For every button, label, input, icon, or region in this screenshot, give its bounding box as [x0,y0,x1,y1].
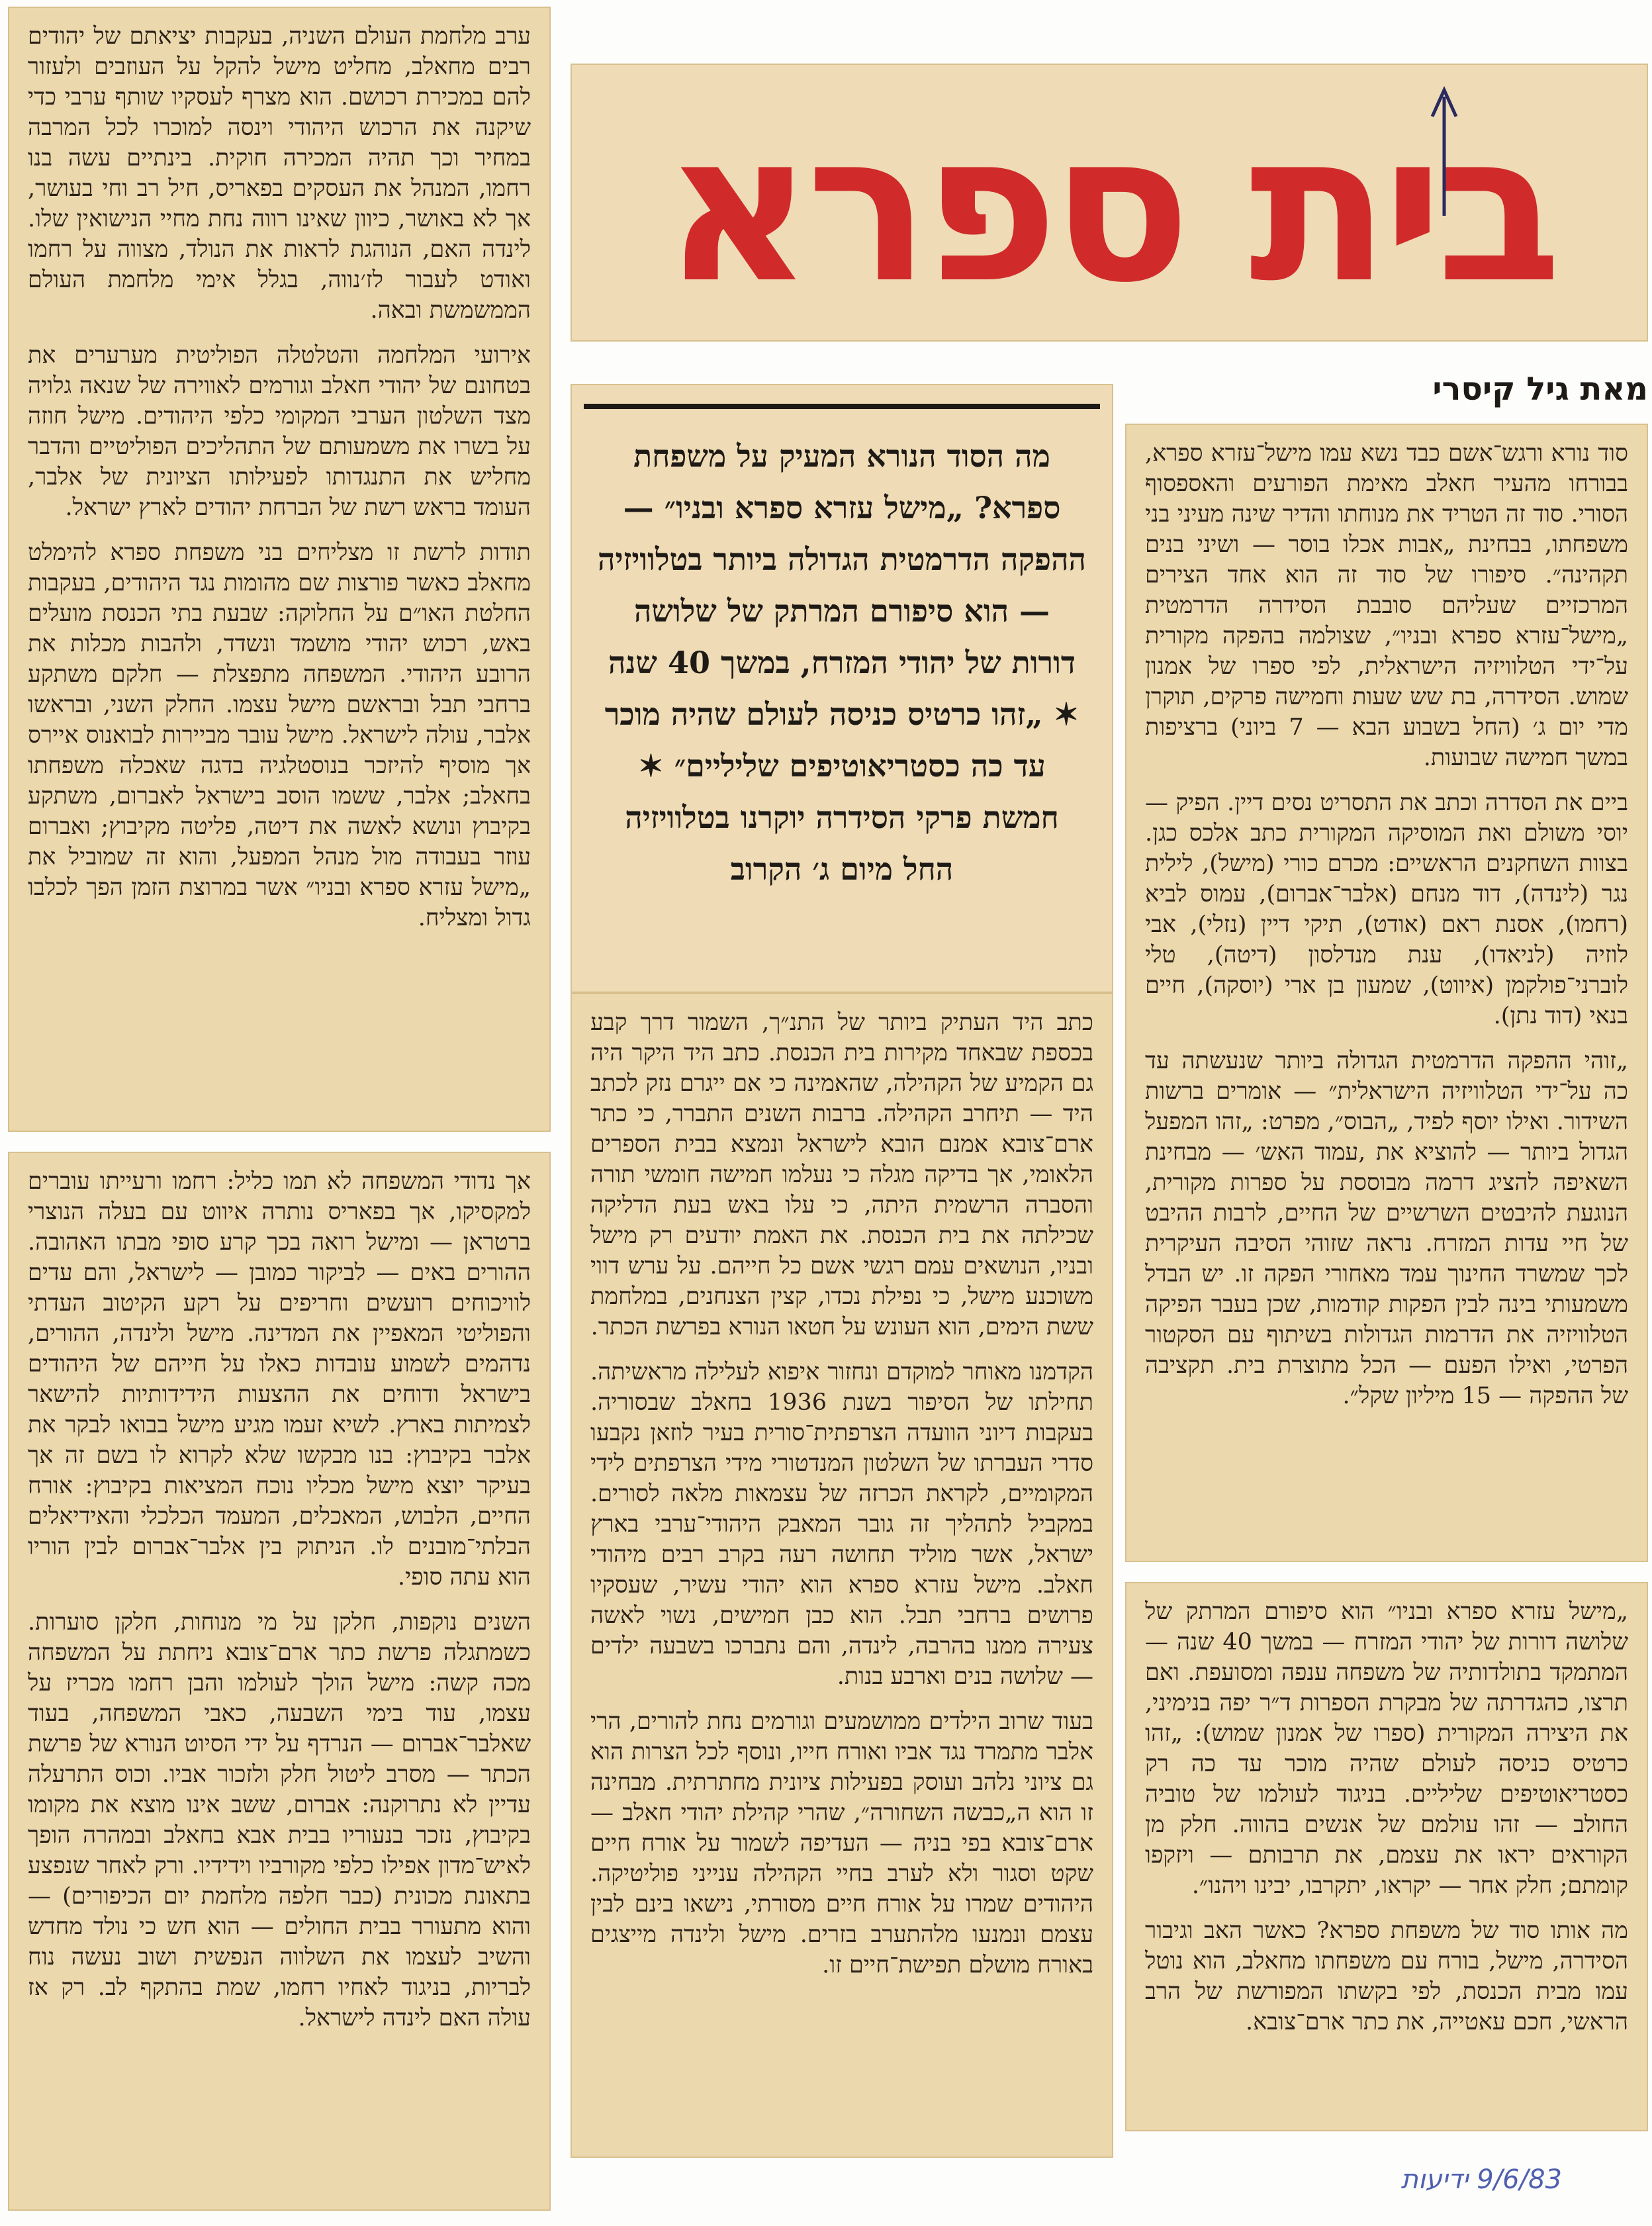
paragraph: מה אותו סוד של משפחת ספרא? כאשר האב וגיבור הסידרה, מישל, בורח עם משפחתו מחאלב, הוא נוטל עמו מבית הכנסת, לפי בקשתו המפורשת של הרב הראשי, חכם עאטייה, את כתר ארם־צובא. [1145,1918,1628,2035]
column-right-top [1125,424,1648,1562]
paragraph: „מישל עזרא ספרא ובניו״ הוא סיפורם המרתק של שלושה דורות של יהודי המזרח — במשך 40 שנה — המתמקד בתולדותיה של משפחה ענפה ומסועפת. ואם תרצו, כהגדרתה של מבקרת הספרות ד״ר יפה בנימיני, את היצירה המקורית (ספרו של אמנון שמוש): „זהו כרטיס כניסה לעולם שהיה מוכר עד כה רק כסטריאוטיפים שליליים. בניגוד לעולמו של טוביה החולב — זהו עולמם של אנשים בהווה. חלק מן הקוראים יראו את עצמם, את תרבותם — ויזקפו קומתם; חלק אחר — יקראו, יתקרבו, יבינו ויהנו״. [1145,1599,1628,1899]
paragraph: בעוד שרוב הילדים ממושמעים וגורמים נחת להורים, הרי אלבר מתמרד נגד אביו ואורח חייו, ונוסף לכל הצרות הוא גם ציוני נלהב ועוסק בפעילות ציונית מחתרתית. מבחינה זו הוא ה„כבשה השחורה״, שהרי קהילת יהודי חאלב — ארם־צובא בפי בניה — העדיפה לשמור על אורח חיים שקט וסגור ולא לערב בחיי הקהילה ענייני פוליטיקה. היהודים שמרו על אורח חיים מסורתי, נישאו בינם לבין עצמם ונמנעו מלהתערב בזרים. מישל ולינדה מייצגים באורח מושלם תפישת־חיים זו. [590,1708,1093,1978]
column-left-top [8,7,551,1132]
paragraph: „זוהי ההפקה הדרמטית הגדולה ביותר שנעשתה עד כה על־ידי הטלוויזיה הישראלית״ — אומרים ברשות השידור. ואילו יוסף לפיד, „הבוס״, מפרט: „זהו המפעל הגדול ביותר — להוציא את ,עמוד האש׳ — מבחינת השאיפה להציג דרמה מבוססת על ספרות מקורית, הנוגעת להיבטים השרשיים של החיים, לרבות ההיבט של חיי עדות המזרח. נראה שזוהי הסיבה העיקרית לכך שמשרד החינוך עמד מאחורי הפקה זו. יש הבדל משמעותי בינה לבין הפקות קודמות, שכן בעבר הפיקה הטלוויזיה את הדרמות הגדולות בשיתוף עם הסקטור הפרטי, ואילו הפעם — הכל מתוצרת בית. תקציבה של ההפקה — 15 מיליון שקל״. [1145,1048,1628,1409]
paragraph: סוד נורא ורגש־אשם כבד נשא עמו מישל־עזרא ספרא, בבורחו מהעיר חאלב מאימת הפורעים והאספסוף הסורי. סוד זה הטריד את מנוחתו והדיר שינה מעיני בני משפחתו, בבחינת „אבות אכלו בוסר — ושיני בנים תקהינה״. סיפורו של סוד זה הוא אחד הצירים המרכזיים שעליהם סובבת הסידרה הדרמטית „מישל־עזרא ספרא ובניו״, שצולמה בהפקה מקורית על־ידי הטלוויזיה הישראלית, לפי ספרו של אמנון שמוש. הסידרה, בת שש שעות וחמישה פרקים, תוקרן מדי יום ג׳ (החל בשבוע הבא — 7 ביוני) ברציפות במשך חמישה שבועות. [1145,440,1628,771]
paragraph: אך נדודי המשפחה לא תמו כליל: רחמו ורעייתו עוברים למקסיקו, אך בפאריס נותרה איווט עם בעלה הנוצרי ברטראן — ומישל רואה בכך קרע סופי מבתו האהובה. ההורים באים — לביקור כמובן — לישראל, והם עדים לוויכוחים רועשים וחריפים על רקע הקיטוב העדתי והפוליטי המאפיין את המדינה. מישל ולינדה, ההורים, נדהמים לשמוע עובדות כאלו על חייהם של היהודים בישראל ודוחים את ההצעות הידידותיות להישאר לצמיתות בארץ. לשיא זעמו מגיע מישל בבואו לבקר את אלבר בקיבוץ: בנו מבקשו שלא לקרוא לו בשם זה אך בעיקר יוצא מישל מכליו נוכח המציאות בקיבוץ: אורח החיים, הלבוש, המאכלים, המעמד הכלכלי והאידיאלים הבלתי־מובנים לו. הניתוק בין אלבר־אברום לבין הוריו הוא עתה סופי. [28,1168,531,1591]
article-title: בית ספרא [663,89,1555,328]
paragraph: תודות לרשת זו מצליחים בני משפחת ספרא להימלט מחאלב כאשר פורצות שם מהומות נגד היהודים, בעקבות החלטת האו״ם על החלוקה: שבעת בתי הכנסת מועלים באש, רכוש יהודי מושמד ונשדד, ולהבות מכלות את הרובע היהודי. המשפחה מתפצלת — חלקם משתקע ברחבי תבל ובראשם מישל עצמו. החלק השני, ובראשו אלבר, עולה לישראל. מישל עובר מביירות לבואנוס איירס אך מוסיף להיזכר בנוסטלגיה בדגה שאכלה משפחתו בחאלב; אלבר, ששמו הוסב בישראל לאברום, משתקע בקיבוץ ונושא לאשה את דיטה, פליטה מקיבוץ; ואברום עוזר בעבודה מול מנהל המפעל, והוא זה שמוביל את „מישל עזרא ספרא ובניו״ אשר במרוצת הזמן הפך לכלבו גדול ומצליח. [28,539,531,931]
column-middle [571,993,1113,2158]
paragraph: השנים נוקפות, חלקן על מי מנוחות, חלקן סוערות. כשמתגלה פרשת כתר ארם־צובא ניחתת על המשפחה מכה קשה: מישל הולך לעולמו והבן רחמו מכריז על עצמו, עוד בימי השבעה, כאבי המשפחה, בעוד שאלבר־אברום — הנרדף על ידי הסיוט הנורא של פרשת הכתר — מסרב ליטול חלק ולזכור אביו. וכוס התרעלה עדיין לא נתרוקנה: אברום, ששב אינו מוצא את מקומו בקיבוץ, נזכר בנעוריו בבית אבא בחאלב ובמהרה הופך לאיש־מדון אפילו כלפי מקורביו וידידיו. ורק לאחר שנפצע בתאונת מכונית (כבר חלפה מלחמת יום הכיפורים) — והוא מתעורר בבית החולים — הוא חש כי נולד מחדש והשיב לעצמו את השלווה הנפשית ושוב נעשה נוח לבריות, בניגוד לאחיו רחמו, שמת בהתקף לב. רק אז עולה האם לינדה לישראל. [28,1609,531,2031]
intro-text: מה הסוד הנורא המעיק על משפחת ספרא? „מישל עזרא ספרא ובניו״ — ההפקה הדרמטית הגדולה ביותר בטלוויזיה — הוא סיפורם המרתק של שלושה דורות של יהודי המזרח, במשך 40 שנה ✶ „זהו כרטיס כניסה לעולם שהיה מוכר עד כה כסטריאוטיפים שליליים״ ✶ חמשת פרקי הסידרה יוקרנו בטלוויזיה החל מיום ג׳ הקרוב [598,438,1086,887]
masthead-clipping [571,64,1648,342]
intro-box [571,384,1113,993]
paragraph: כתב היד העתיק ביותר של התנ״ך, השמור דרך קבע בכספת שבאחד מקירות בית הכנסת. כתב היד היקר היה גם הקמיע של הקהילה, שהאמינה כי אם ייגרם נזק לכתב היד — תיחרב הקהילה. ברבות השנים התברר, כי כתר ארם־צובא אמנם הובא לישראל ונמצא בבית הספרים הלאומי, אך בדיקה מגלה כי נעלמו חמישה חומשי תורה והסברה הרשמית היתה, כי עלו באש בעת הדליקה שכילתה את בית הכנסת. את האמת יודעים רק מישל ובניו, הנושאים עמם רגשי אשם כל חייהם. על ערש דווי משוכנע מישל, כי נפילת נכדו, קצין הצנחנים, במלחמת ששת הימים, הוא העונש על חטאו הנורא בפרשת הכתר. [590,1009,1093,1340]
paragraph: ביים את הסדרה וכתב את התסריט נסים דיין. הפיק — יוסי משולם ואת המוסיקה המקורית כתב אלכס כגן. בצוות השחקנים הראשיים: מכרם כורי (מישל), לילית נגר (לינדה), דוד מנחם (אלבר־אברום), עמוס לביא (רחמו), אסנת ראם (אודט), תיקי דיין (נזלי), אבי לוזיה (לניאדו), ענת מנדלסון (דיטה), טלי לוברני־פולקמן (איווט), שמעון בן ארי (יוסקה), חיים בנאי (דוד נתן). [1145,790,1628,1029]
paragraph: הקדמנו מאוחר למוקדם ונחזור איפוא לעלילה מראשיתה. תחילתו של הסיפור בשנת 1936 בחאלב שבסוריה. בעקבות דיוני הוועדה הצרפתית־סורית בעיר לוזאן נקבעו סדרי העברתו של השלטון המנדטורי מידי הצרפתים לידי המקומיים, לקראת הכרזה של עצמאות מלאה לסורים. במקביל לתהליך זה גובר המאבק היהודי־ערבי בארץ ישראל, אשר מוליד תחושה רעה בקרב רבים מיהודי חאלב. מישל עזרא ספרא הוא יהודי עשיר, שעסקיו פרושים ברחבי תבל. הוא כבן חמישים, נשוי לאשה צעירה ממנו בהרבה, לינדה, והם נתברכו בשבעה ילדים — שלושה בנים וארבע בנות. [590,1359,1093,1690]
byline: מאת גיל קיסרי [1432,371,1648,408]
pen-arrow-mark [1424,77,1464,222]
paragraph: ערב מלחמת העולם השניה, בעקבות יציאתם של יהודים רבים מחאלב, מחליט מישל להקל על העוזבים ולעזור להם במכירת רכושם. הוא מצרף לעסקיו שותף ערבי כדי שיקנה את הרכוש היהודי וינסה למוכרו לכל המרבה במחיר וכך תהיה המכירה חוקית. בינתיים עשה בנו רחמו, המנהל את העסקים בפאריס, חיל רב וחי בעושר, אך לא באושר, כיוון שאינו רווה נחת מחיי הנישואין שלו. לינדה האם, הנוהגת לראות את הנולד, מצווה על רחמו ואודט לעבור לז׳נווה, בגלל אימי מלחמת העולם הממשמשת ובאה. [28,23,531,324]
intro-rule [584,404,1100,409]
column-right-bottom [1125,1582,1648,2131]
column-left-bottom [8,1152,551,2211]
paragraph: אירועי המלחמה והטלטלה הפוליטית מערערים את בטחונם של יהודי חאלב וגורמים לאווירה של שנאה גלויה מצד השלטון הערבי המקומי כלפי היהודים. מישל חוזה על בשרו את משמעותם של התהליכים הפוליטיים והדבר מחליש את התנגדותו לפעילותו הציונית של אלבר, העומד בראש רשת של הברחת יהודים לארץ ישראל. [28,342,531,521]
handwritten-note: 9/6/83 ידיעות [1400,2164,1562,2195]
